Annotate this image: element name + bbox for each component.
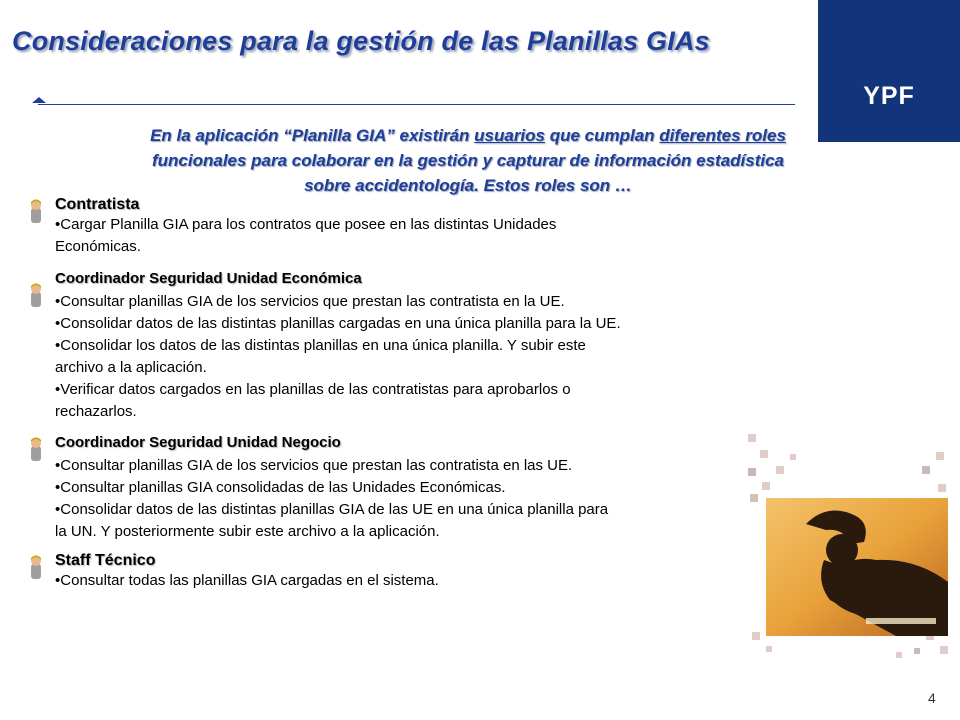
intro-line-3: sobre accidentología. Estos roles son … xyxy=(304,176,632,195)
role-bullet-continuation: Económicas. xyxy=(55,238,141,255)
intro-text xyxy=(40,123,896,198)
title-underline-marker xyxy=(32,97,46,103)
person-icon xyxy=(26,282,46,308)
intro-part-2: que cumplan xyxy=(545,126,660,145)
role-content xyxy=(55,270,621,423)
intro-underlined-roles: diferentes roles xyxy=(659,126,786,145)
role-bullet: • Consultar planillas GIA de los servicios que prestan las contratista en la UE. xyxy=(55,291,621,313)
role-name: Contratista xyxy=(55,196,140,213)
intro-underlined-usuarios: usuarios xyxy=(474,126,545,145)
role-content xyxy=(55,552,439,592)
ypf-logo xyxy=(818,0,960,142)
slide-title: Consideraciones para la gestión de las Planillas GIAs xyxy=(12,26,710,56)
role-bullet: • Consultar todas las planillas GIA cargadas en el sistema. xyxy=(55,570,439,592)
role-bullet: • Cargar Planilla GIA para los contratos que posee en las distintas Unidades xyxy=(55,214,556,236)
role-bullet: • Consolidar datos de las distintas planillas cargadas en una única planilla para la UE. xyxy=(55,313,621,335)
role-bullet: • Consultar planillas GIA de los servicios que prestan las contratista en las UE. xyxy=(55,455,608,477)
person-icon xyxy=(26,554,46,580)
role-bullet: • Consolidar los datos de las distintas planillas en una única planilla. Y subir este xyxy=(55,335,621,357)
role-bullet-continuation: archivo a la aplicación. xyxy=(55,359,207,376)
ypf-logo-text: YPF xyxy=(863,82,915,110)
role-bullet: • Verificar datos cargados en las planillas de las contratistas para aprobarlos o xyxy=(55,379,621,401)
role-content xyxy=(55,196,556,258)
page-number: 4 xyxy=(928,690,936,706)
title-underline xyxy=(38,104,795,105)
role-bullet-continuation: la UN. Y posteriormente subir este archivo a la aplicación. xyxy=(55,523,440,540)
role-name: Staff Técnico xyxy=(55,552,156,569)
intro-line-2: funcionales para colaborar en la gestión y capturar de información estadística xyxy=(151,151,785,170)
role-bullet: • Consultar planillas GIA consolidadas de las Unidades Económicas. xyxy=(55,477,608,499)
worker-writing-photo xyxy=(746,432,954,664)
role-bullet: • Consolidar datos de las distintas planillas GIA de las UE en una única planilla para xyxy=(55,499,608,521)
role-name: Coordinador Seguridad Unidad Negocio xyxy=(55,434,341,451)
intro-part-1: En la aplicación “Planilla GIA” existirán xyxy=(150,126,475,145)
intro-line-1 xyxy=(40,123,896,148)
person-icon xyxy=(26,198,46,224)
role-content xyxy=(55,434,608,543)
role-bullet-continuation: rechazarlos. xyxy=(55,403,137,420)
role-name: Coordinador Seguridad Unidad Económica xyxy=(55,270,362,287)
person-icon xyxy=(26,436,46,462)
